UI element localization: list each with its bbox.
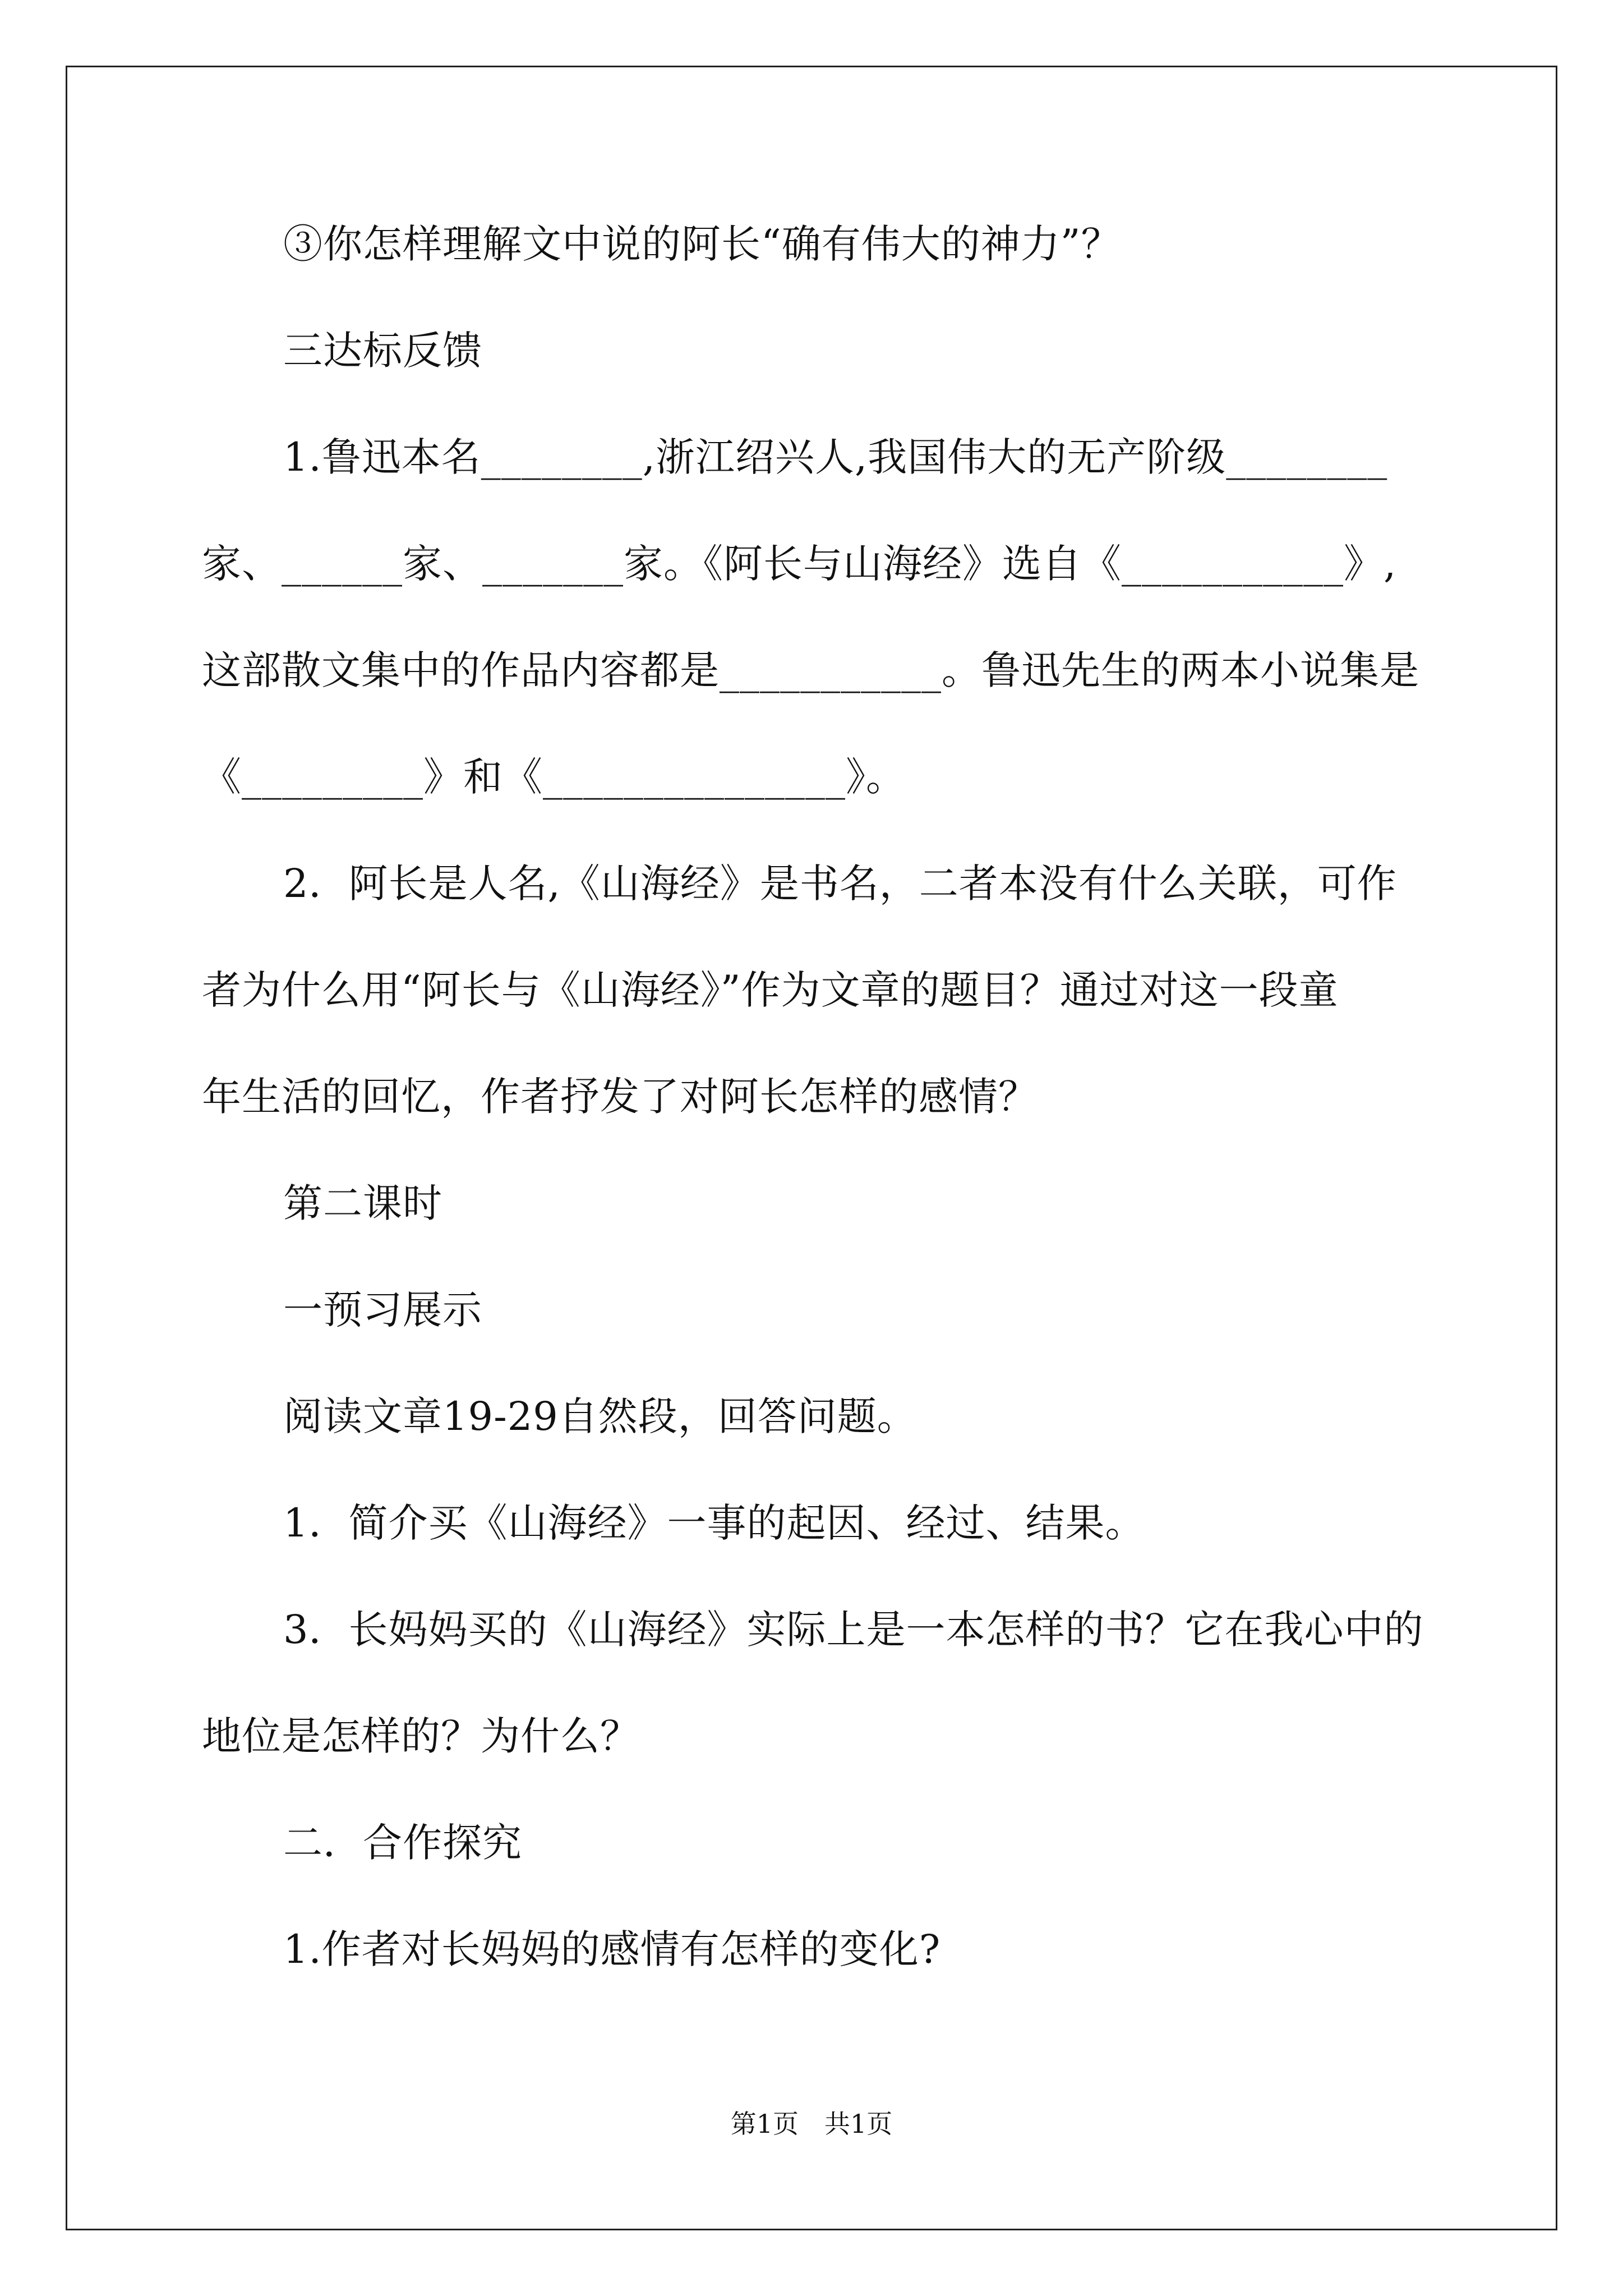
section-heading-feedback: 三达标反馈: [283, 328, 482, 374]
fill-blank-line-4: 《_________》和《_______________》。: [202, 754, 906, 800]
page-footer: 第1页 共1页: [730, 2109, 893, 2139]
question-3-line: ③你怎样理解文中说的阿长“确有伟大的神力”？: [283, 221, 1121, 267]
cooperation-question-1: 1.作者对长妈妈的感情有怎样的变化?: [283, 1926, 941, 1972]
fill-blank-line-3: 这部散文集中的作品内容都是___________。鲁迅先生的两本小说集是: [202, 647, 1419, 693]
preview-question-1: 1．简介买《山海经》一事的起因、经过、结果。: [283, 1500, 1145, 1546]
section-heading-cooperation: 二．合作探究: [283, 1820, 522, 1866]
reading-instruction: 阅读文章19-29自然段，回答问题。: [283, 1393, 917, 1439]
fill-blank-line-1: 1.鲁迅本名________,浙江绍兴人,我国伟大的无产阶级________: [283, 434, 1388, 480]
page-border: [66, 66, 1557, 2230]
fill-blank-line-2: 家、______家、_______家。《阿长与山海经》选自《___________》,: [202, 541, 1397, 587]
question-2-line-3: 年生活的回忆，作者抒发了对阿长怎样的感情？: [202, 1074, 1038, 1120]
section-heading-preview: 一预习展示: [283, 1287, 482, 1333]
preview-question-3-line-2: 地位是怎样的？为什么？: [202, 1713, 640, 1759]
preview-question-3-line-1: 3．长妈妈买的《山海经》实际上是一本怎样的书？它在我心中的: [283, 1607, 1424, 1653]
lesson-heading: 第二课时: [283, 1180, 442, 1226]
question-2-line-1: 2．阿长是人名,《山海经》是书名，二者本没有什么关联，可作: [283, 861, 1397, 907]
question-2-line-2: 者为什么用“阿长与《山海经》”作为文章的题目？通过对这一段童: [202, 967, 1339, 1013]
